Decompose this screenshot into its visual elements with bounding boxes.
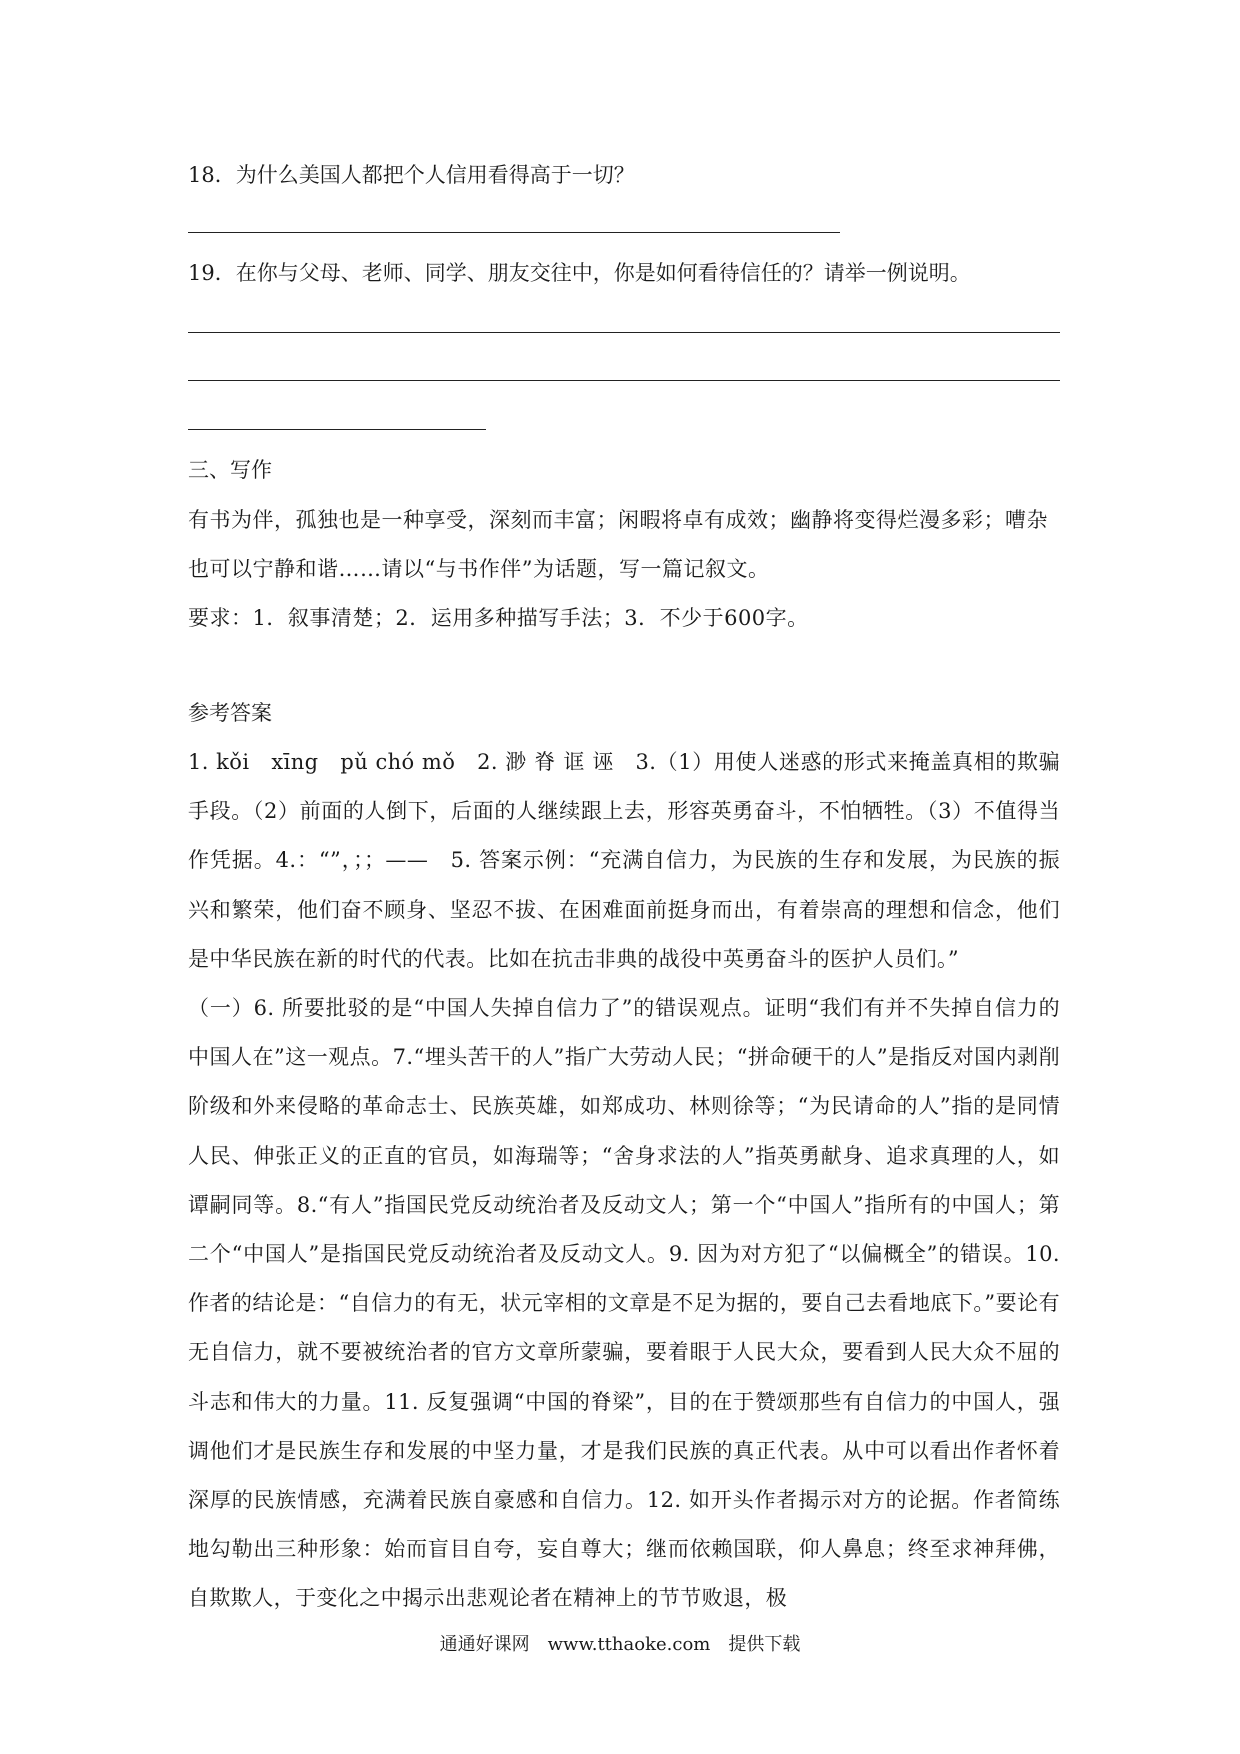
question-19: 19．在你与父母、老师、同学、朋友交往中，你是如何看待信任的？请举一例说明。 bbox=[188, 261, 971, 285]
writing-section-title: 三、写作 bbox=[188, 458, 272, 482]
page-footer: 通通好课网 www.tthaoke.com 提供下载 bbox=[439, 1634, 801, 1655]
writing-requirements: 要求：1．叙事清楚；2．运用多种描写手法；3．不少于600字。 bbox=[188, 606, 809, 630]
answers-body bbox=[188, 738, 1060, 1624]
answer-line-19-2 bbox=[188, 380, 1060, 381]
writing-prompt-line-2: 也可以宁静和谐……请以“与书作伴”为话题，写一篇记叙文。 bbox=[188, 557, 770, 581]
answers-part-1: 1. kǒi xīng pǔ chó mǒ 2. 渺 脊 诓 诬 3.（1）用使人迷惑的形式来掩盖真相的欺骗手段。（2）前面的人倒下，后面的人继续跟上去，形容英勇奋斗，不怕牺牲。（3）不值得当作凭据。4.：“”，；；—— 5. 答案示例：“充满自信力，为民族的生存和发展，为民族的振兴和繁荣，他们奋不顾身、坚忍不拔、在困难面前挺身而出，有着崇高的理想和信念，他们是中华民族在新的时代的代表。比如在抗击非典的战役中英勇奋斗的医护人员们。” bbox=[188, 750, 1060, 971]
answers-part-2: （一）6. 所要批驳的是“中国人失掉自信力了”的错误观点。证明“我们有并不失掉自信力的中国人在”这一观点。7.“埋头苦干的人”指广大劳动人民；“拼命硬干的人”是指反对国内剥削阶级和外来侵略的革命志士、民族英雄，如郑成功、林则徐等；“为民请命的人”指的是同情人民、伸张正义的正直的官员，如海瑞等；“舍身求法的人”指英勇献身、追求真理的人，如谭嗣同等。8.“有人”指国民党反动统治者及反动文人；第一个“中国人”指所有的中国人；第二个“中国人”是指国民党反动统治者及反动文人。9. 因为对方犯了“以偏概全”的错误。10. 作者的结论是：“自信力的有无，状元宰相的文章是不足为据的，要自己去看地底下。”要论有无自信力，就不要被统治者的官方文章所蒙骗，要着眼于人民大众，要看到人民大众不屈的斗志和伟大的力量。11. 反复强调“中国的脊梁”，目的在于赞颂那些有自信力的中国人，强调他们才是民族生存和发展的中坚力量，才是我们民族的真正代表。从中可以看出作者怀着深厚的民族情感，充满着民族自豪感和自信力。12. 如开头作者揭示对方的论据。作者简练地勾勒出三种形象：始而盲目自夸，妄自尊大；继而依赖国联，仰人鼻息；终至求神拜佛，自欺欺人，于变化之中揭示出悲观论者在精神上的节节败退，极 bbox=[188, 996, 1060, 1611]
answer-line-19-3 bbox=[188, 429, 486, 430]
answer-line-19-1 bbox=[188, 332, 1060, 333]
answers-title: 参考答案 bbox=[188, 701, 272, 725]
writing-prompt-line-1: 有书为伴，孤独也是一种享受，深刻而丰富；闲暇将卓有成效；幽静将变得烂漫多彩；嘈杂 bbox=[188, 508, 1048, 532]
answer-line-18 bbox=[188, 232, 840, 233]
question-18: 18．为什么美国人都把个人信用看得高于一切？ bbox=[188, 163, 635, 187]
